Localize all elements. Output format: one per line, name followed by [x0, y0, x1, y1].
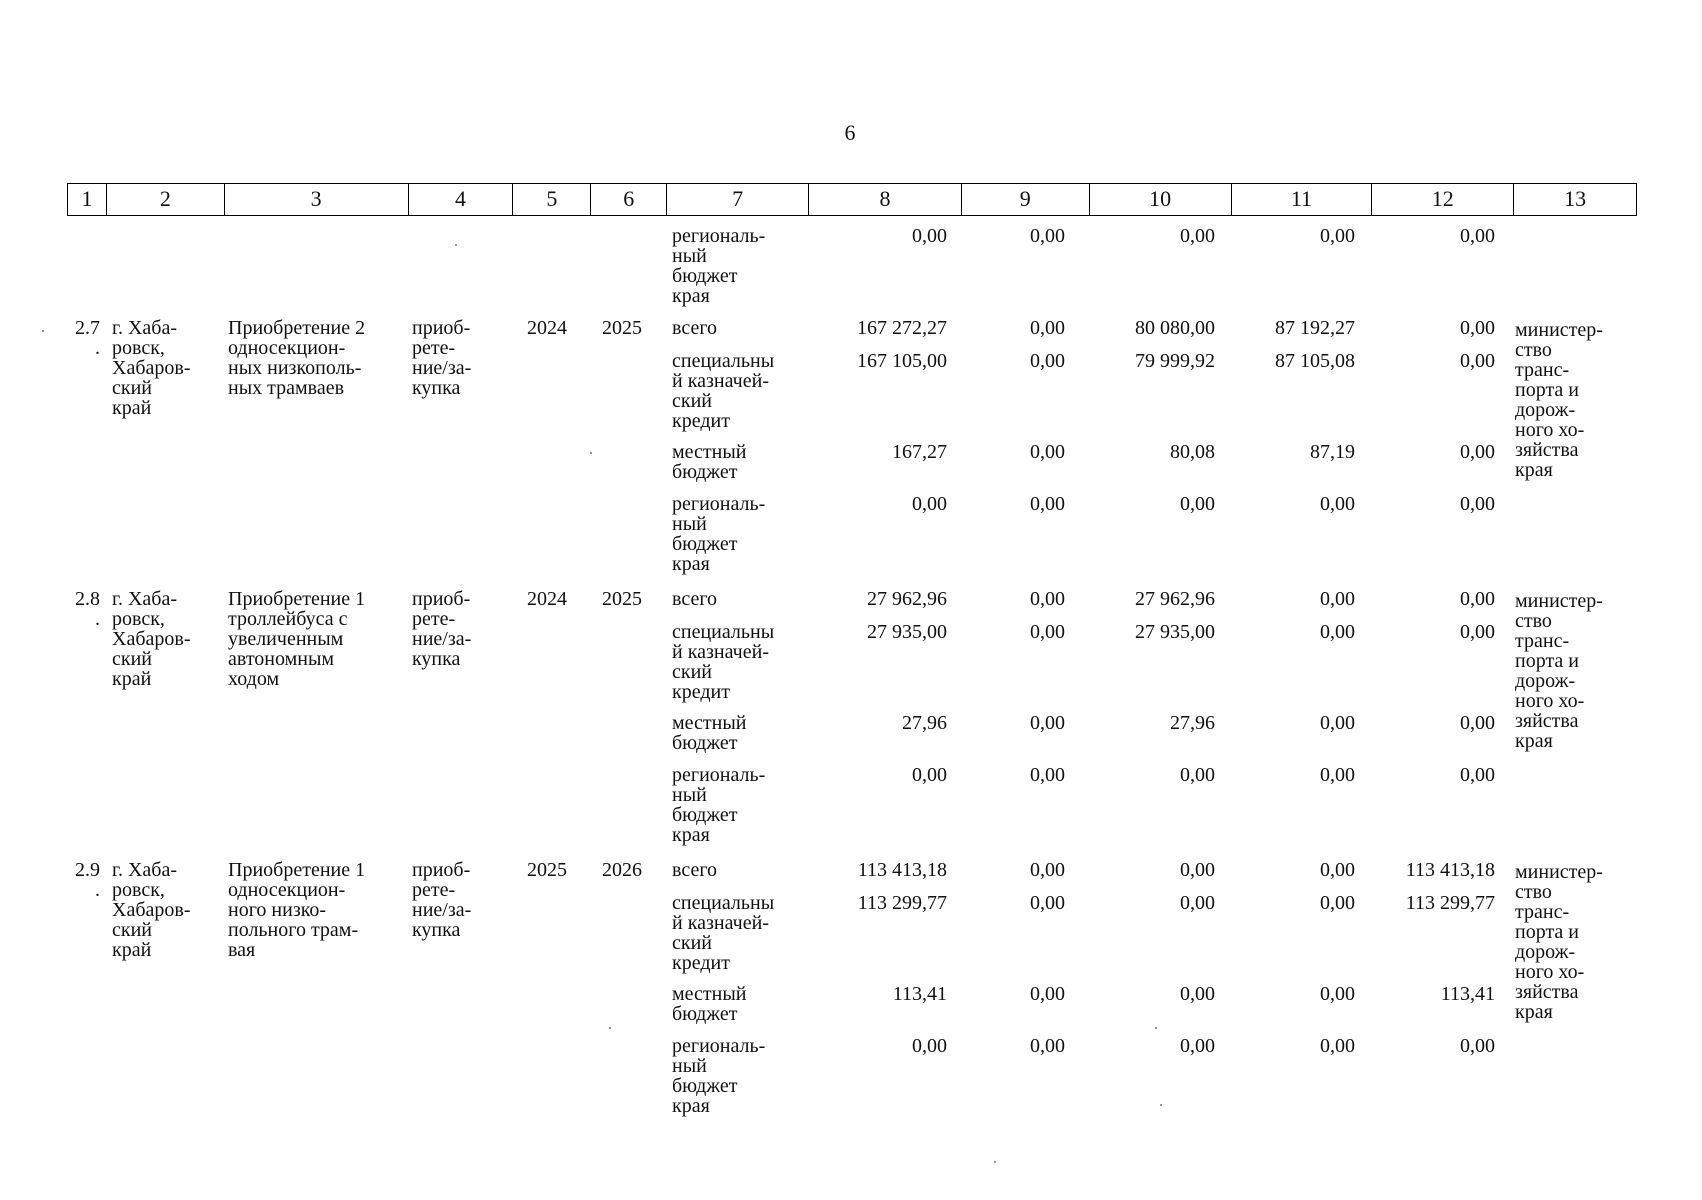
scan-speck [1160, 1104, 1162, 1106]
value-col-8: 27 962,96 [867, 588, 947, 610]
value-col-9: 0,00 [1030, 317, 1065, 339]
value-col-12: 0,00 [1460, 764, 1495, 786]
scan-speck [994, 1161, 996, 1163]
source-label: специальны й казначей- ский кредит [672, 621, 775, 703]
header-col-4: 4 [409, 184, 514, 215]
item-name: Приобретение 2 односекцион- ных низкополь- ных трамваев [228, 317, 366, 399]
value-col-8: 113 299,77 [857, 892, 947, 914]
value-col-10: 0,00 [1180, 892, 1215, 914]
value-col-11: 87 192,27 [1275, 317, 1355, 339]
value-col-9: 0,00 [1030, 441, 1065, 463]
value-col-9: 0,00 [1030, 1035, 1065, 1057]
value-col-11: 0,00 [1320, 588, 1355, 610]
item-name: Приобретение 1 односекцион- ного низко- польного трам- вая [228, 859, 366, 961]
header-col-6: 6 [591, 184, 667, 215]
value-col-9: 0,00 [1030, 225, 1065, 247]
value-col-12: 0,00 [1460, 225, 1495, 247]
source-label: региональ- ный бюджет края [672, 225, 766, 307]
header-col-3: 3 [225, 184, 409, 215]
scan-speck [609, 1027, 611, 1029]
value-col-9: 0,00 [1030, 621, 1065, 643]
value-col-11: 87,19 [1310, 441, 1355, 463]
item-name: Приобретение 1 троллейбуса с увеличенным автономным ходом [228, 588, 366, 690]
value-col-11: 0,00 [1320, 225, 1355, 247]
value-col-8: 0,00 [912, 225, 947, 247]
item-type: приоб- рете- ние/за- купка [412, 317, 472, 399]
value-col-10: 0,00 [1180, 493, 1215, 515]
source-label: региональ- ный бюджет края [672, 764, 766, 846]
scan-speck [455, 244, 457, 246]
value-col-8: 0,00 [912, 493, 947, 515]
value-col-9: 0,00 [1030, 350, 1065, 372]
header-col-11: 11 [1232, 184, 1373, 215]
value-col-12: 0,00 [1460, 493, 1495, 515]
value-col-12: 0,00 [1460, 317, 1495, 339]
value-col-9: 0,00 [1030, 588, 1065, 610]
end-year: 2025 [602, 317, 642, 339]
value-col-12: 113 299,77 [1405, 892, 1495, 914]
header-col-8: 8 [809, 184, 962, 215]
end-year: 2026 [602, 859, 642, 881]
value-col-10: 27 935,00 [1135, 621, 1215, 643]
value-col-10: 0,00 [1180, 764, 1215, 786]
header-col-13: 13 [1564, 186, 1587, 211]
header-col-9: 9 [962, 184, 1090, 215]
page-number: 6 [844, 120, 856, 145]
value-col-12: 0,00 [1460, 1035, 1495, 1057]
value-col-11: 87 105,08 [1275, 350, 1355, 372]
value-col-11: 0,00 [1320, 621, 1355, 643]
value-col-11: 0,00 [1320, 892, 1355, 914]
source-label: всего [672, 859, 718, 881]
value-col-10: 27 962,96 [1135, 588, 1215, 610]
value-col-9: 0,00 [1030, 764, 1065, 786]
value-col-11: 0,00 [1320, 493, 1355, 515]
scan-speck [42, 330, 44, 332]
value-col-12: 0,00 [1460, 621, 1495, 643]
value-col-11: 0,00 [1320, 983, 1355, 1005]
header-col-1: 1 [68, 184, 107, 215]
row-number: 2.9 . [75, 859, 100, 901]
value-col-8: 0,00 [912, 764, 947, 786]
value-col-8: 27 935,00 [867, 621, 947, 643]
value-col-10: 0,00 [1180, 859, 1215, 881]
value-col-9: 0,00 [1030, 892, 1065, 914]
value-col-9: 0,00 [1030, 493, 1065, 515]
source-label: всего [672, 588, 718, 610]
source-label: региональ- ный бюджет края [672, 493, 766, 575]
value-col-10: 79 999,92 [1135, 350, 1215, 372]
value-col-9: 0,00 [1030, 859, 1065, 881]
value-col-12: 0,00 [1460, 588, 1495, 610]
value-col-12: 0,00 [1460, 712, 1495, 734]
table-header-row [67, 183, 1637, 216]
value-col-12: 0,00 [1460, 441, 1495, 463]
item-type: приоб- рете- ние/за- купка [412, 588, 472, 670]
value-col-8: 167,27 [892, 441, 947, 463]
value-col-8: 0,00 [912, 1035, 947, 1057]
source-label: местный бюджет [672, 983, 747, 1025]
source-label: специальны й казначей- ский кредит [672, 350, 775, 432]
value-col-10: 0,00 [1180, 225, 1215, 247]
start-year: 2024 [527, 317, 567, 339]
source-label: специальны й казначей- ский кредит [672, 892, 775, 974]
scan-speck [590, 452, 592, 454]
continuation-row [67, 226, 1637, 316]
value-col-8: 27,96 [902, 712, 947, 734]
value-col-8: 167 272,27 [857, 317, 947, 339]
value-col-10: 27,96 [1170, 712, 1215, 734]
value-col-10: 80,08 [1170, 441, 1215, 463]
end-year: 2025 [602, 588, 642, 610]
start-year: 2025 [527, 859, 567, 881]
row-number: 2.7 . [75, 317, 100, 359]
header-col-12: 12 [1372, 184, 1514, 215]
start-year: 2024 [527, 588, 567, 610]
executor: министер- ство транс- порта и дорож- ного хо- зяйства края [1515, 319, 1603, 481]
value-col-11: 0,00 [1320, 764, 1355, 786]
item-type: приоб- рете- ние/за- купка [412, 859, 472, 941]
executor: министер- ство транс- порта и дорож- ного хо- зяйства края [1515, 590, 1603, 752]
source-label: местный бюджет [672, 712, 747, 754]
executor: министер- ство транс- порта и дорож- ного хо- зяйства края [1515, 861, 1603, 1023]
value-col-8: 167 105,00 [857, 350, 947, 372]
header-col-7: 7 [667, 184, 809, 215]
row-number: 2.8 . [75, 588, 100, 630]
value-col-10: 80 080,00 [1135, 317, 1215, 339]
value-col-11: 0,00 [1320, 712, 1355, 734]
table-row-2-8 [67, 589, 1637, 849]
value-col-9: 0,00 [1030, 983, 1065, 1005]
location: г. Хаба- ровск, Хабаров- ский край [112, 588, 191, 690]
header-col-10: 10 [1090, 184, 1232, 215]
value-col-8: 113,41 [892, 983, 947, 1005]
value-col-12: 0,00 [1460, 350, 1495, 372]
value-col-8: 113 413,18 [857, 859, 947, 881]
value-col-12: 113 413,18 [1405, 859, 1495, 881]
source-label: местный бюджет [672, 441, 747, 483]
scan-speck [1155, 1027, 1157, 1029]
value-col-11: 0,00 [1320, 1035, 1355, 1057]
location: г. Хаба- ровск, Хабаров- ский край [112, 317, 191, 419]
value-col-10: 0,00 [1180, 983, 1215, 1005]
source-label: всего [672, 317, 718, 339]
source-label: региональ- ный бюджет края [672, 1035, 766, 1117]
header-col-2: 2 [107, 184, 225, 215]
value-col-12: 113,41 [1440, 983, 1495, 1005]
value-col-10: 0,00 [1180, 1035, 1215, 1057]
value-col-11: 0,00 [1320, 859, 1355, 881]
value-col-9: 0,00 [1030, 712, 1065, 734]
table-row-2-9 [67, 860, 1637, 1120]
table-row-2-7 [67, 318, 1637, 578]
location: г. Хаба- ровск, Хабаров- ский край [112, 859, 191, 961]
header-col-5: 5 [513, 184, 591, 215]
